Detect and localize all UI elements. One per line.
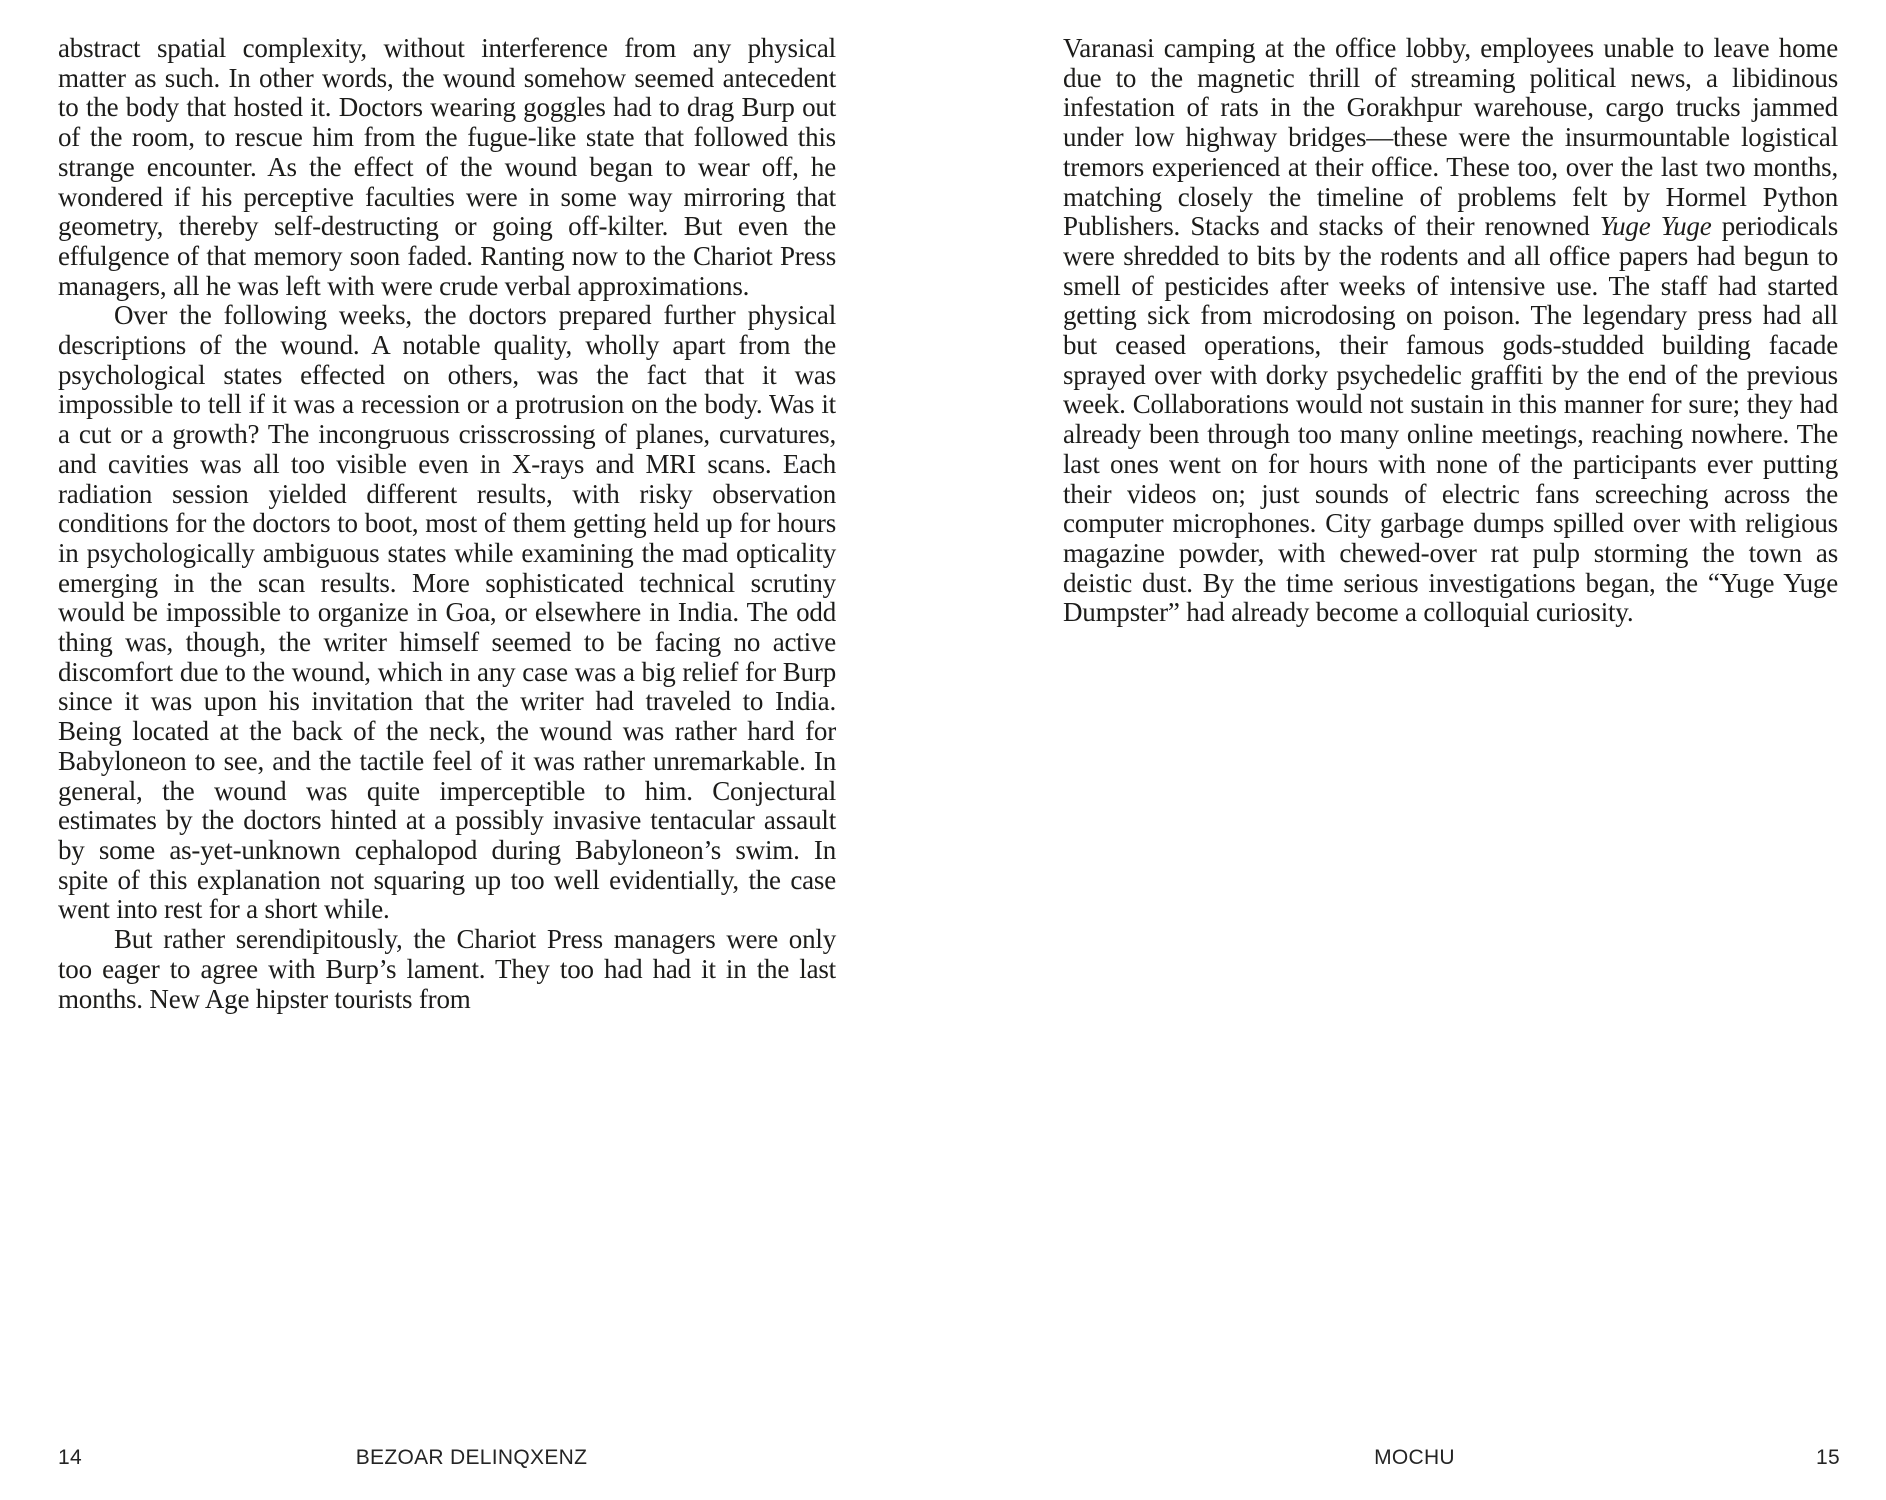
paragraph	[1063, 34, 1838, 628]
paragraph	[58, 34, 836, 301]
right-page-number: 15	[1816, 1446, 1840, 1469]
italic-text-run: Yuge Yuge	[1599, 211, 1712, 242]
text-run: Varanasi camping at the office lobby, employees unable to leave home due to the magnetic thrill of streaming political news, a libidinous infestation of rats in the Gorakhpur warehouse, cargo trucks jammed under low highway bridges—these were the insurmountable logistical tremors experienced at their office. These too, over the last two months, matching closely the timeline of problems felt by Hormel Python Publishers. Stacks and stacks of their renowned	[1063, 33, 1838, 242]
text-run: Over the following weeks, the doctors prepared further physical descriptions of the wound. A notable quality, wholly apart from the psychological states effected on others, was the fact that it was impossible to tell if it was a recession or a protrusion on the body. Was it a cut or a growth? The incongruous crisscrossing of planes, curvatures, and cavities was all too visible even in X-rays and MRI scans. Each radiation session yielded different results, with risky observation conditions for the doctors to boot, most of them getting held up for hours in psychologically ambiguous states while examining the mad opticality emerging in the scan results. More sophisticated technical scrutiny would be impossible to organize in Goa, or elsewhere in India. The odd thing was, though, the writer himself seemed to be facing no active discomfort due to the wound, which in any case was a big relief for Burp since it was upon his invitation that the writer had traveled to India. Being located at the back of the neck, the wound was rather hard for Babyloneon to see, and the tactile feel of it was rather unremarkable. In general, the wound was quite imperceptible to him. Conjectural estimates by the doctors hinted at a possibly invasive tentacular assault by some as-yet-unknown cephalopod during Babyloneon’s swim. In spite of this explanation not squaring up too well evidentially, the case went into rest for a short while.	[58, 300, 836, 925]
paragraph	[58, 301, 836, 925]
paragraph	[58, 925, 836, 1014]
left-page-number: 14	[58, 1446, 82, 1469]
right-page-text-column	[1063, 34, 1838, 628]
right-running-footer: MOCHU	[1374, 1446, 1455, 1469]
left-page-text-column	[58, 34, 836, 1014]
left-running-footer: BEZOAR DELINQXENZ	[355, 1446, 588, 1469]
text-run: abstract spatial complexity, without interference from any physical matter as such. In other words, the wound somehow seemed antecedent to the body that hosted it. Doctors wearing goggles had to drag Burp out of the room, to rescue him from the fugue-like state that followed this strange encounter. As the effect of the wound began to wear off, he wondered if his perceptive faculties were in some way mirroring that geometry, thereby self-destructing or going off-kilter. But even the effulgence of that memory soon faded. Ranting now to the Chariot Press managers, all he was left with were crude verbal approximations.	[58, 33, 836, 301]
text-run: periodicals were shredded to bits by the rodents and all office papers had begun to smell of pesticides after weeks of intensive use. The staff had started getting sick from microdosing on poison. The legendary press had all but ceased operations, their famous gods-studded building facade sprayed over with dorky psychedelic graffiti by the end of the previous week. Collaborations would not sustain in this manner for sure; they had already been through too many online meetings, reaching nowhere. The last ones went on for hours with none of the participants ever putting their videos on; just sounds of electric fans screeching across the computer microphones. City garbage dumps spilled over with religious magazine powder, with chewed-over rat pulp storming the town as deistic dust. By the time serious investigations began, the “Yuge Yuge Dumpster” had already become a colloquial curiosity.	[1063, 211, 1838, 628]
text-run: But rather serendipitously, the Chariot Press managers were only too eager to agree with Burp’s lament. They too had had it in the last months. New Age hipster tourists from	[58, 924, 836, 1014]
